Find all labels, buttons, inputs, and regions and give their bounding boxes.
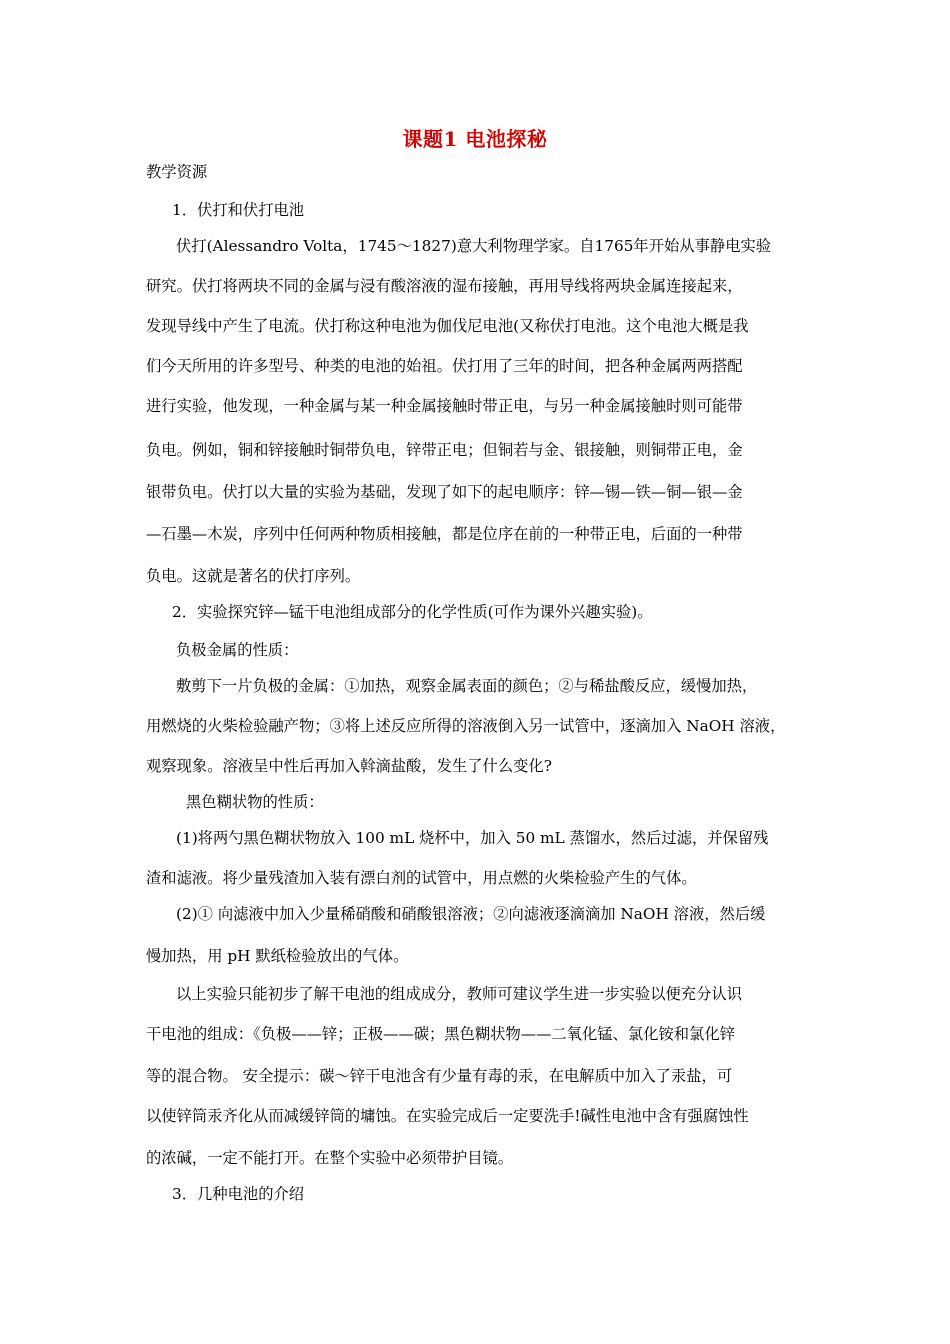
paragraph-line: 以使锌筒汞齐化从而减缓锌筒的墉蚀。在实验完成后一定要洗手!碱性电池中含有强腐蚀性 bbox=[146, 1107, 749, 1125]
paragraph-line: (2)① 向滤液中加入少量稀硝酸和硝酸银溶液；②向滤液逐滴滴加 NaOH 溶液，然后缓 bbox=[176, 905, 766, 923]
paragraph-line: 银带负电。伏打以大量的实验为基础，发现了如下的起电顺序：锌—锡—铁—铜—银—金 bbox=[146, 483, 743, 501]
paragraph-line: 进行实验，他发现，一种金属与某一种金属接触时带正电，与另一种金属接触时则可能带 bbox=[146, 397, 743, 415]
paragraph-line: 等的混合物。 安全提示：碳～锌干电池含有少量有毒的汞，在电解质中加入了汞盐，可 bbox=[146, 1067, 733, 1085]
section-heading: 1．伏打和伏打电池 bbox=[172, 201, 305, 219]
paragraph-line: —石墨—木炭，序列中任何两种物质相接触，都是位序在前的一种带正电，后面的一种带 bbox=[146, 525, 743, 543]
paragraph-line: 干电池的组成：《负极——锌；正极——碳；黑色糊状物——二氧化锰、氯化铵和氯化锌 bbox=[146, 1025, 735, 1043]
paragraph-line: 们今天所用的许多型号、种类的电池的始祖。伏打用了三年的时间，把各种金属两两搭配 bbox=[146, 357, 743, 375]
paragraph-line: 观察现象。溶液呈中性后再加入斡滴盐酸，发生了什么变化? bbox=[146, 757, 552, 775]
paragraph-line: 研究。伏打将两块不同的金属与浸有酸溶液的湿布接触，再用导线将两块金属连接起来， bbox=[146, 277, 743, 295]
paragraph-line: 伏打(Alessandro Volta，1745～1827)意大利物理学家。自1765年开始从事静电实验 bbox=[176, 237, 772, 255]
paragraph-line: 敷剪下一片负极的金属：①加热，观察金属表面的颜色；②与稀盐酸反应，缓慢加热， bbox=[176, 677, 758, 695]
paragraph-line: 负电。这就是著名的伏打序列。 bbox=[146, 567, 361, 585]
paragraph-line: 慢加热，用 pH 默纸检验放出的气体。 bbox=[146, 947, 409, 965]
subheading: 黑色糊状物的性质： bbox=[186, 793, 324, 811]
section-label: 教学资源 bbox=[146, 163, 208, 181]
paragraph-line: 负电。例如，铜和锌接触时铜带负电，锌带正电；但铜若与金、银接触，则铜带正电，金 bbox=[146, 441, 743, 459]
paragraph-line: 发现导线中产生了电流。伏打称这种电池为伽伐尼电池(又称伏打电池。这个电池大概是我 bbox=[146, 317, 749, 335]
section-heading: 2．实验探究锌—锰干电池组成部分的化学性质(可作为课外兴趣实验)。 bbox=[172, 603, 653, 621]
paragraph-line: 以上实验只能初步了解干电池的组成成分，教师可建议学生进一步实验以便充分认识 bbox=[176, 985, 742, 1003]
paragraph-line: 的浓碱，一定不能打开。在整个实验中必须带护目镜。 bbox=[146, 1149, 514, 1167]
section-heading: 3．几种电池的介绍 bbox=[172, 1185, 305, 1203]
paragraph-line: 用燃烧的火柴检验融产物；③将上述反应所得的溶液倒入另一试管中，逐滴加入 NaOH 溶液， bbox=[146, 717, 786, 735]
document-title: 课题1 电池探秘 bbox=[402, 127, 548, 151]
paragraph-line: 渣和滤液。将少量残渣加入装有漂白剂的试管中，用点燃的火柴检验产生的气体。 bbox=[146, 869, 697, 887]
subheading: 负极金属的性质： bbox=[176, 641, 299, 659]
paragraph-line: (1)将两勺黑色糊状物放入 100 mL 烧杯中，加入 50 mL 蒸馏水，然后过滤，并保留残 bbox=[176, 829, 769, 847]
